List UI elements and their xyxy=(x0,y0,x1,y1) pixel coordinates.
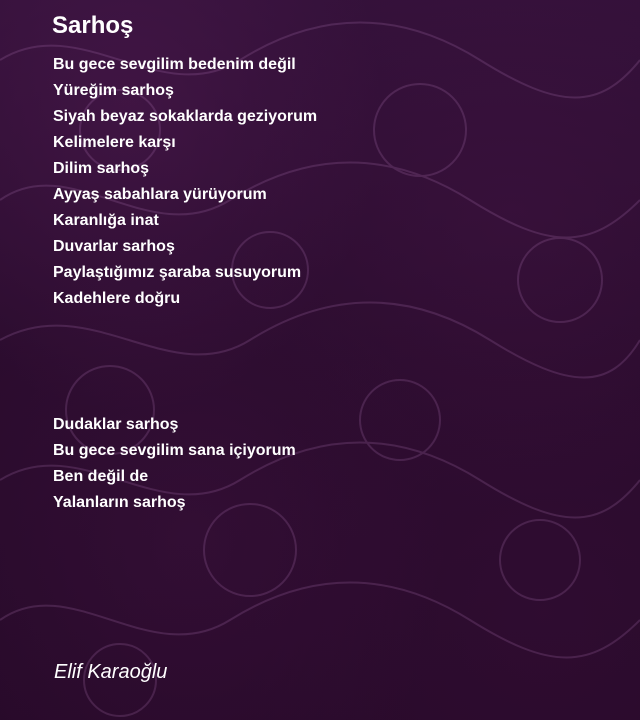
poem-line: Paylaştığımız şaraba susuyorum xyxy=(53,264,302,281)
poem-title: Sarhoş xyxy=(52,12,134,39)
poem-line: Siyah beyaz sokaklarda geziyorum xyxy=(53,108,318,125)
poem-line: Yalanların sarhoş xyxy=(53,494,186,511)
poem-line: Bu gece sevgilim bedenim değil xyxy=(53,56,296,73)
poem-line: Kelimelere karşı xyxy=(53,134,176,151)
poem-line: Dilim sarhoş xyxy=(53,160,150,177)
poem-line: Yüreğim sarhoş xyxy=(53,82,174,99)
poem-author: Elif Karaoğlu xyxy=(54,661,168,683)
poem-line: Bu gece sevgilim sana içiyorum xyxy=(53,442,296,459)
poem-line: Ben değil de xyxy=(53,468,149,485)
poem-line: Karanlığa inat xyxy=(53,212,159,229)
stanza-2 xyxy=(53,412,296,516)
poem-line: Ayyaş sabahlara yürüyorum xyxy=(53,186,267,203)
stanza-1 xyxy=(53,52,317,312)
poem-line: Dudaklar sarhoş xyxy=(53,416,179,433)
poem-line: Kadehlere doğru xyxy=(53,290,181,307)
poem-line: Duvarlar sarhoş xyxy=(53,238,175,255)
